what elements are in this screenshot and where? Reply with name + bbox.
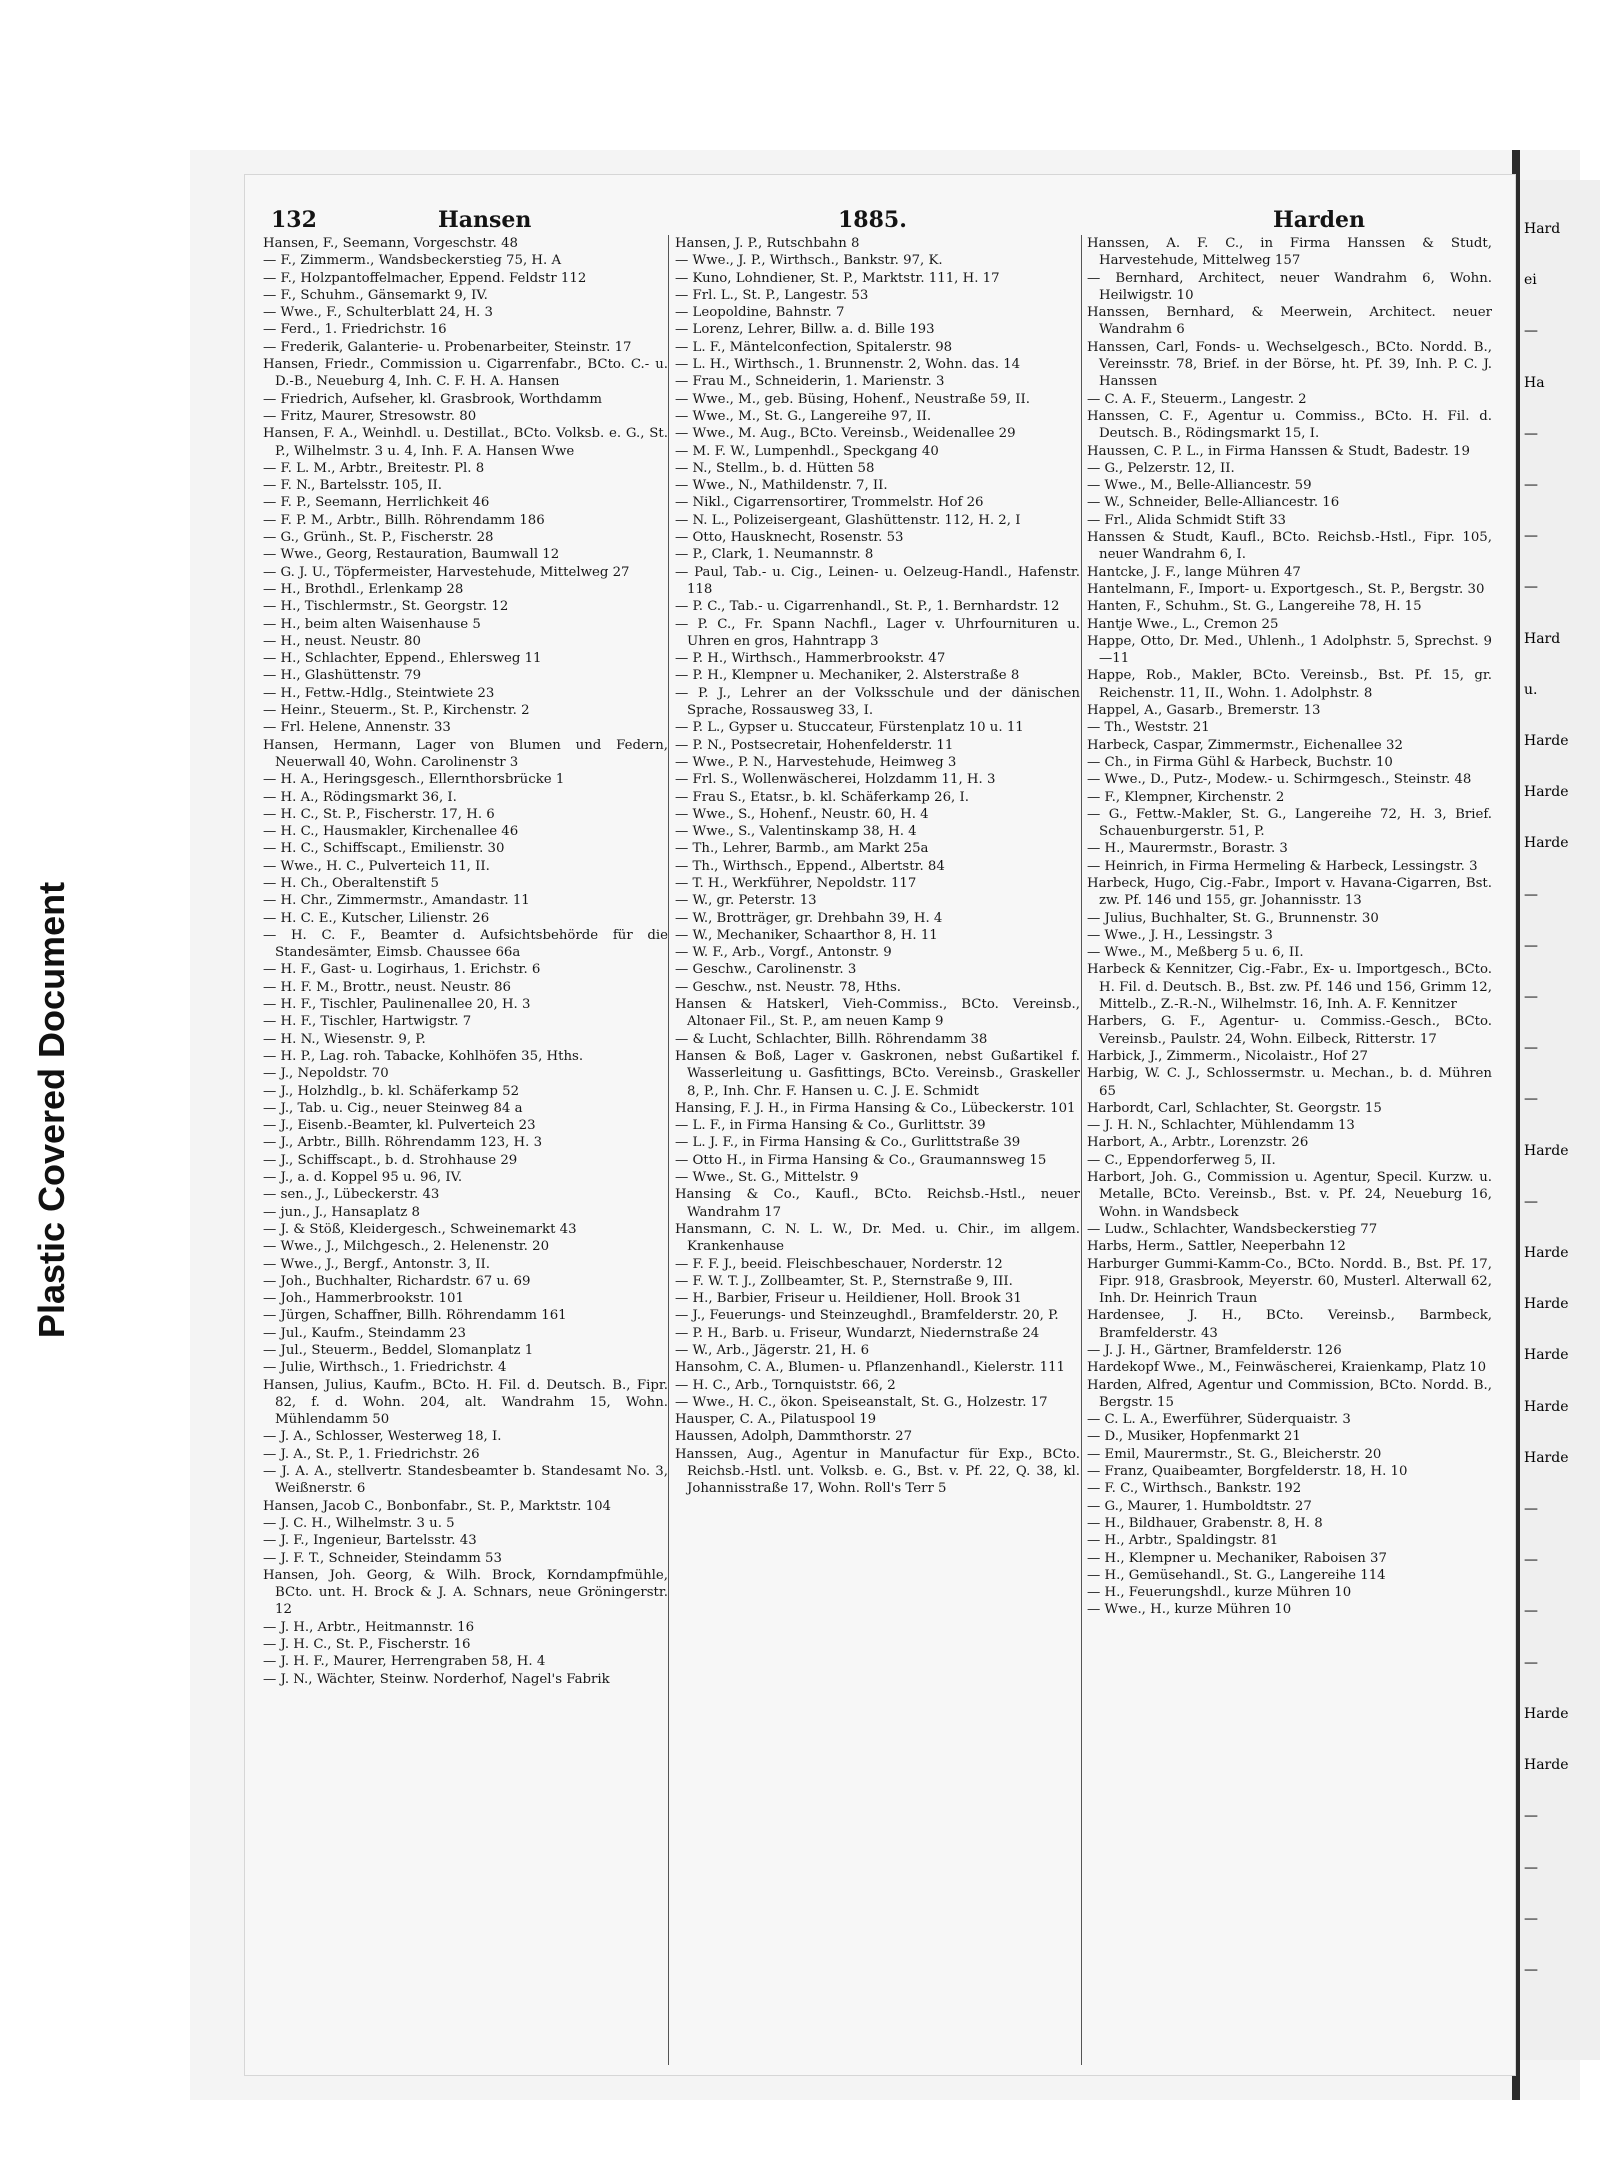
column-2 — [675, 235, 1080, 1498]
directory-entry: — P. C., Tab.- u. Cigarrenhandl., St. P., 1. Bernhardstr. 12 — [675, 599, 1060, 615]
directory-entry: — Jürgen, Schaffner, Billh. Röhrendamm 161 — [263, 1308, 567, 1324]
next-page-fragment: Hard — [1524, 630, 1561, 647]
directory-entry: Harbordt, Carl, Schlachter, St. Georgstr. 15 — [1087, 1100, 1382, 1116]
directory-entry: Hansen, Jacob C., Bonbonfabr., St. P., Marktstr. 104 — [263, 1498, 612, 1514]
directory-entry: — H. C., Schiffscapt., Emilienstr. 30 — [263, 841, 505, 857]
directory-entry: — P. J., Lehrer an der Volksschule und der dänischen Sprache, Rossausweg 33, I. — [675, 685, 1080, 719]
directory-entry: — Wwe., H. C., ökon. Speiseanstalt, St. G., Holzestr. 17 — [675, 1394, 1048, 1410]
next-page-fragment: — — [1524, 1501, 1538, 1518]
next-page-fragment: — — [1524, 1961, 1538, 1978]
directory-entry: — G., Fettw.-Makler, St. G., Langereihe 72, H. 3, Brief. Schauenburgerstr. 51, P. — [1087, 806, 1492, 840]
next-page-fragment: Harde — [1524, 733, 1569, 750]
directory-entry: — Th., Wirthsch., Eppend., Albertstr. 84 — [675, 858, 945, 874]
next-page-fragment: — — [1524, 1859, 1538, 1876]
directory-entry: Hansen, F., Seemann, Vorgeschstr. 48 — [263, 236, 518, 251]
directory-entry: — Julius, Buchhalter, St. G., Brunnenstr. 30 — [1087, 910, 1379, 926]
directory-entry: Hanten, F., Schuhm., St. G., Langereihe 78, H. 15 — [1087, 599, 1422, 615]
page-number: 132 — [271, 207, 317, 233]
directory-entry: — Nikl., Cigarrensortirer, Trommelstr. Hof 26 — [675, 495, 984, 511]
directory-entry: — N., Stellm., b. d. Hütten 58 — [675, 460, 875, 476]
directory-entry: — N. L., Polizeisergeant, Glashüttenstr. 112, H. 2, I — [675, 512, 1021, 528]
directory-entry: — P. H., Barb. u. Friseur, Wundarzt, Niedernstraße 24 — [675, 1325, 1040, 1341]
directory-entry: — H. Chr., Zimmermstr., Amandastr. 11 — [263, 893, 530, 909]
next-page-fragment: — — [1524, 989, 1538, 1006]
directory-entry: — F. N., Bartelsstr. 105, II. — [263, 478, 443, 494]
next-page-fragment: — — [1524, 579, 1538, 596]
directory-entry: Harbig, W. C. J., Schlossermstr. u. Mechan., b. d. Mühren 65 — [1087, 1066, 1492, 1099]
directory-entry: — G., Grünh., St. P., Fischerstr. 28 — [263, 530, 494, 546]
directory-entry: — H. N., Wiesenstr. 9, P. — [263, 1031, 426, 1047]
directory-entry: — J. C. H., Wilhelmstr. 3 u. 5 — [263, 1515, 455, 1531]
directory-entry: — H. F., Gast- u. Logirhaus, 1. Erichstr. 6 — [263, 962, 541, 978]
directory-entry: Haussen, Adolph, Dammthorstr. 27 — [675, 1429, 913, 1445]
next-page-fragment: — — [1524, 1040, 1538, 1057]
directory-entry: Hanssen, A. F. C., in Firma Hanssen & Studt, Harvestehude, Mittelweg 157 — [1087, 236, 1492, 269]
directory-entry: — Geschw., Carolinenstr. 3 — [675, 962, 857, 978]
directory-entry: — J., Eisenb.-Beamter, kl. Pulverteich 23 — [263, 1118, 536, 1134]
directory-entry: — Wwe., Georg, Restauration, Baumwall 12 — [263, 547, 560, 563]
directory-entry: — Otto, Hausknecht, Rosenstr. 53 — [675, 530, 904, 546]
directory-entry: — J. J. H., Gärtner, Bramfelderstr. 126 — [1087, 1343, 1342, 1358]
directory-entry: — D., Musiker, Hopfenmarkt 21 — [1087, 1429, 1301, 1445]
overlay-label: Plastic Covered Document — [31, 881, 73, 1339]
directory-entry: — Wwe., J. H., Lessingstr. 3 — [1087, 927, 1273, 943]
directory-entry: Hansing, F. J. H., in Firma Hansing & Co., Lübeckerstr. 101 — [675, 1100, 1076, 1116]
next-page-fragment: Harde — [1524, 1245, 1569, 1262]
directory-entry: — Jul., Steuerm., Beddel, Slomanplatz 1 — [263, 1343, 534, 1358]
directory-entry: — Wwe., St. G., Mittelstr. 9 — [675, 1170, 859, 1186]
directory-entry: Harden, Alfred, Agentur und Commission, BCto. Nordd. B., Bergstr. 15 — [1087, 1377, 1492, 1410]
directory-entry: Harbeck & Kennitzer, Cig.-Fabr., Ex- u. Importgesch., BCto. H. Fil. d. Deutsch. B., Bst. zw. Pf. 146 und 156, Grimm 12, Mittelb., Z.-R.-N., Wilhelmstr. 16, Inh. A. F. Kennitzer — [1087, 962, 1492, 1013]
directory-entry: — Ludw., Schlachter, Wandsbeckerstieg 77 — [1087, 1221, 1378, 1237]
directory-entry: Hanssen & Studt, Kaufl., BCto. Reichsb.-Hstl., Fipr. 105, neuer Wandrahm 6, I. — [1087, 530, 1492, 563]
directory-entry: — Frl., Alida Schmidt Stift 33 — [1087, 512, 1286, 528]
directory-entry: — F., Schuhm., Gänsemarkt 9, IV. — [263, 287, 488, 303]
directory-entry: — J. A. A., stellvertr. Standesbeamter b. Standesamt No. 3, Weißnerstr. 6 — [263, 1464, 668, 1497]
directory-entry: — F. P. M., Arbtr., Billh. Röhrendamm 186 — [263, 512, 545, 528]
directory-entry: — Wwe., M., geb. Büsing, Hohenf., Neustraße 59, II. — [675, 391, 1031, 407]
directory-entry: — P. H., Klempner u. Mechaniker, 2. Alsterstraße 8 — [675, 668, 1020, 684]
directory-entry: — J., Tab. u. Cig., neuer Steinweg 84 a — [263, 1100, 523, 1116]
directory-entry: — Jul., Kaufm., Steindamm 23 — [263, 1325, 466, 1341]
directory-entry: — H. C., Arb., Tornquiststr. 66, 2 — [675, 1377, 896, 1393]
directory-entry: — J. H., Arbtr., Heitmannstr. 16 — [263, 1619, 475, 1635]
directory-entry: — C., Eppendorferweg 5, II. — [1087, 1152, 1276, 1168]
directory-entry: — Heinrich, in Firma Hermeling & Harbeck, Lessingstr. 3 — [1087, 858, 1478, 874]
directory-entry: — J. H. N., Schlachter, Mühlendamm 13 — [1087, 1118, 1355, 1134]
next-page-fragment: — — [1524, 323, 1538, 340]
directory-entry: — G., Pelzerstr. 12, II. — [1087, 460, 1235, 476]
directory-entry: Harbort, Joh. G., Commission u. Agentur, Specil. Kurzw. u. Metalle, BCto. Vereinsb., Bst. v. Pf. 24, Neueburg 16, Wohn. in Wandsbeck — [1087, 1170, 1492, 1220]
directory-entry: — P. H., Wirthsch., Hammerbrookstr. 47 — [675, 651, 946, 667]
directory-entry: — H., beim alten Waisenhause 5 — [263, 616, 481, 632]
next-page-fragment: Harde — [1524, 784, 1569, 801]
next-page-fragment: — — [1524, 1193, 1538, 1210]
directory-entry: — H., Barbier, Friseur u. Heildiener, Holl. Brook 31 — [675, 1291, 1022, 1307]
directory-entry: Harburger Gummi-Kamm-Co., BCto. Nordd. B., Bst. Pf. 17, Fipr. 918, Grasbrook, Meyerstr. 60, Musterl. Alterwall 62, Inh. Dr. Heinrich Traun — [1087, 1256, 1492, 1307]
next-page-fragment: — — [1524, 886, 1538, 903]
next-page-fragment: — — [1524, 1091, 1538, 1108]
directory-entry: — F., Zimmerm., Wandsbeckerstieg 75, H. A — [263, 253, 562, 269]
next-page-fragment: u. — [1524, 681, 1538, 698]
column-3 — [1087, 235, 1492, 1619]
directory-entry: — P., Clark, 1. Neumannstr. 8 — [675, 547, 874, 563]
directory-entry: Happe, Rob., Makler, BCto. Vereinsb., Bst. Pf. 15, gr. Reichenstr. 11, II., Wohn. 1. Adolphstr. 8 — [1087, 668, 1492, 701]
directory-entry: Hansohm, C. A., Blumen- u. Pflanzenhandl., Kielerstr. 111 — [675, 1360, 1066, 1376]
directory-entry: — Fritz, Maurer, Stresowstr. 80 — [263, 408, 477, 424]
directory-entry: — J. H. F., Maurer, Herrengraben 58, H. 4 — [263, 1654, 546, 1670]
directory-entry: — Wwe., M., St. G., Langereihe 97, II. — [675, 408, 932, 424]
directory-entry: — C. A. F., Steuerm., Langestr. 2 — [1087, 391, 1307, 407]
next-page-fragment: Harde — [1524, 1398, 1569, 1415]
directory-entry: — L. F., Mäntelconfection, Spitalerstr. 98 — [675, 339, 953, 355]
directory-entry: — J., Feuerungs- und Steinzeughdl., Bramfelderstr. 20, P. — [675, 1308, 1059, 1324]
directory-entry: Hanssen, Aug., Agentur in Manufactur für Exp., BCto. Reichsb.-Hstl. unt. Volksb. e. G., Bst. v. Pf. 22, Q. 38, kl. Johannisstraße 17, Wohn. Roll's Terr 5 — [675, 1446, 1080, 1497]
next-page-fragment: Harde — [1524, 1296, 1569, 1313]
directory-entry: — H. C. F., Beamter d. Aufsichtsbehörde für die Standesämter, Eimsb. Chaussee 66a — [263, 927, 668, 961]
directory-entry: Harbeck, Hugo, Cig.-Fabr., Import v. Havana-Cigarren, Bst. zw. Pf. 146 und 155, gr. Johannisstr. 13 — [1087, 875, 1492, 909]
column-divider — [668, 235, 669, 2065]
directory-entry: — F. W. T. J., Zollbeamter, St. P., Sternstraße 9, III. — [675, 1273, 1013, 1289]
directory-entry: Hansen, F. A., Weinhdl. u. Destillat., BCto. Volksb. e. G., St. P., Wilhelmstr. 3 u. 4, Inh. F. A. Hansen Wwe — [263, 426, 668, 459]
directory-entry: Harbort, A., Arbtr., Lorenzstr. 26 — [1087, 1135, 1309, 1151]
directory-entry: — H., Brothdl., Erlenkamp 28 — [263, 581, 464, 597]
directory-entry: — F. F. J., beeid. Fleischbeschauer, Norderstr. 12 — [675, 1256, 1003, 1272]
directory-entry: — Th., Weststr. 21 — [1087, 720, 1210, 736]
directory-entry: Hansen, Joh. Georg, & Wilh. Brock, Korndampfmühle, BCto. unt. H. Brock & J. A. Schnars, neue Gröningerstr. 12 — [263, 1567, 668, 1618]
directory-entry: — Geschw., nst. Neustr. 78, Hths. — [675, 979, 902, 995]
right-catchword: Harden — [1273, 207, 1366, 233]
directory-entry: Hardekopf Wwe., M., Feinwäscherei, Kraienkamp, Platz 10 — [1087, 1360, 1487, 1376]
directory-entry: — Wwe., M. Aug., BCto. Vereinsb., Weidenallee 29 — [675, 426, 1016, 442]
directory-entry: — Wwe., P. N., Harvestehude, Heimweg 3 — [675, 754, 957, 770]
column-divider — [1081, 235, 1082, 2065]
directory-entry: — F. P., Seemann, Herrlichkeit 46 — [263, 495, 490, 511]
next-page-fragment: — — [1524, 528, 1538, 545]
directory-entry: — H., Klempner u. Mechaniker, Raboisen 37 — [1087, 1550, 1387, 1566]
directory-entry: — Joh., Buchhalter, Richardstr. 67 u. 69 — [263, 1273, 531, 1289]
directory-entry: — H. A., Rödingsmarkt 36, I. — [263, 789, 457, 805]
directory-entry: — H., Fettw.-Hdlg., Steintwiete 23 — [263, 685, 495, 701]
directory-entry: Hansing & Co., Kaufl., BCto. Reichsb.-Hstl., neuer Wandrahm 17 — [675, 1187, 1080, 1220]
directory-entry: Hansen, Friedr., Commission u. Cigarrenfabr., BCto. C.- u. D.-B., Neueburg 4, Inh. C. F. H. A. Hansen — [263, 357, 668, 390]
directory-entry: — Th., Lehrer, Barmb., am Markt 25a — [675, 841, 929, 857]
directory-entry: — Otto H., in Firma Hansing & Co., Graumannsweg 15 — [675, 1152, 1047, 1168]
directory-entry: Happel, A., Gasarb., Bremerstr. 13 — [1087, 703, 1321, 719]
next-page-edge — [1520, 180, 1600, 2060]
directory-entry: — Joh., Hammerbrookstr. 101 — [263, 1291, 464, 1307]
directory-entry: Harbick, J., Zimmerm., Nicolaistr., Hof 27 — [1087, 1048, 1368, 1064]
next-page-fragment: — — [1524, 937, 1538, 954]
directory-entry: — H. C. E., Kutscher, Lilienstr. 26 — [263, 910, 490, 926]
directory-entry: — G., Maurer, 1. Humboldtstr. 27 — [1087, 1498, 1312, 1514]
left-catchword: Hansen — [438, 207, 532, 233]
directory-entry: — H., Bildhauer, Grabenstr. 8, H. 8 — [1087, 1515, 1323, 1531]
directory-entry: — J. & Stöß, Kleidergesch., Schweinemarkt 43 — [263, 1221, 577, 1237]
directory-entry: — W., Schneider, Belle-Alliancestr. 16 — [1087, 495, 1340, 511]
directory-entry: — Frau M., Schneiderin, 1. Marienstr. 3 — [675, 374, 945, 390]
directory-entry: — Frau S., Etatsr., b. kl. Schäferkamp 26, I. — [675, 789, 969, 805]
next-page-fragment: — — [1524, 425, 1538, 442]
directory-entry: — W., gr. Peterstr. 13 — [675, 893, 817, 909]
directory-entry: — Wwe., S., Valentinskamp 38, H. 4 — [675, 824, 917, 840]
next-page-fragment: — — [1524, 1910, 1538, 1927]
directory-entry: — Leopoldine, Bahnstr. 7 — [675, 305, 845, 321]
directory-entry: — J., Nepoldstr. 70 — [263, 1066, 389, 1082]
directory-entry: — H. F. M., Brottr., neust. Neustr. 86 — [263, 979, 511, 995]
directory-entry: — J., a. d. Koppel 95 u. 96, IV. — [263, 1170, 463, 1186]
directory-entry: — Wwe., S., Hohenf., Neustr. 60, H. 4 — [675, 806, 929, 822]
directory-entry: — Wwe., N., Mathildenstr. 7, II. — [675, 478, 888, 494]
next-page-fragment: Ha — [1524, 374, 1545, 391]
next-page-fragment: — — [1524, 1552, 1538, 1569]
directory-entry: — W., Arb., Jägerstr. 21, H. 6 — [675, 1343, 870, 1358]
directory-entry: — J., Schiffscapt., b. d. Strohhause 29 — [263, 1152, 518, 1168]
directory-entry: Hardensee, J. H., BCto. Vereinsb., Barmbeck, Bramfelderstr. 43 — [1087, 1308, 1492, 1341]
directory-entry: — Heinr., Steuerm., St. P., Kirchenstr. 2 — [263, 703, 530, 719]
directory-entry: — Wwe., H. C., Pulverteich 11, II. — [263, 858, 490, 874]
directory-entry: Haussen, C. P. L., in Firma Hanssen & Studt, Badestr. 19 — [1087, 443, 1470, 459]
directory-entry: — W. F., Arb., Vorgf., Antonstr. 9 — [675, 945, 892, 961]
directory-entry: — J. A., St. P., 1. Friedrichstr. 26 — [263, 1446, 480, 1462]
directory-entry: Harbs, Herm., Sattler, Neeperbahn 12 — [1087, 1239, 1346, 1255]
directory-entry: — Frl. L., St. P., Langestr. 53 — [675, 287, 869, 303]
directory-entry: — H., Feuerungshdl., kurze Mühren 10 — [1087, 1585, 1352, 1601]
directory-entry: — L. H., Wirthsch., 1. Brunnenstr. 2, Wohn. das. 14 — [675, 357, 1021, 373]
directory-entry: — F., Klempner, Kirchenstr. 2 — [1087, 789, 1285, 805]
directory-entry: — Ch., in Firma Gühl & Harbeck, Buchstr. 10 — [1087, 754, 1393, 770]
directory-entry: — Kuno, Lohndiener, St. P., Marktstr. 111, H. 17 — [675, 270, 1000, 286]
next-page-fragment: — — [1524, 1603, 1538, 1620]
directory-entry: — W., Brotträger, gr. Drehbahn 39, H. 4 — [675, 910, 943, 926]
directory-entry: — T. H., Werkführer, Nepoldstr. 117 — [675, 875, 917, 891]
directory-entry: — Julie, Wirthsch., 1. Friedrichstr. 4 — [263, 1360, 507, 1376]
directory-entry: — P. N., Postsecretair, Hohenfelderstr. 11 — [675, 737, 954, 753]
directory-entry: — Lorenz, Lehrer, Billw. a. d. Bille 193 — [675, 322, 935, 338]
directory-entry: — Wwe., M., Belle-Alliancestr. 59 — [1087, 478, 1312, 494]
overlay-label-container — [12, 560, 92, 1660]
column-1 — [263, 235, 668, 1688]
next-page-fragment: — — [1524, 477, 1538, 494]
directory-entry: Hausper, C. A., Pilatuspool 19 — [675, 1412, 877, 1428]
directory-entry: Hansen, Hermann, Lager von Blumen und Federn, Neuerwall 40, Wohn. Carolinenstr 3 — [263, 737, 668, 770]
next-page-fragment: Harde — [1524, 1449, 1569, 1466]
directory-entry: — H. Ch., Oberaltenstift 5 — [263, 875, 439, 891]
next-page-fragment: — — [1524, 1654, 1538, 1671]
directory-entry: — G. J. U., Töpfermeister, Harvestehude, Mittelweg 27 — [263, 564, 630, 580]
directory-entry: — J. F. T., Schneider, Steindamm 53 — [263, 1550, 502, 1566]
directory-entry: Hansen & Boß, Lager v. Gaskronen, nebst Gußartikel f. Wasserleitung u. Gasfittings, BCto. Vereinsb., Graskeller 8, P., Inh. Chr. F. Hansen u. C. J. E. Schmidt — [675, 1048, 1080, 1099]
directory-entry: Hantcke, J. F., lange Mühren 47 — [1087, 564, 1301, 580]
directory-entry: — P. C., Fr. Spann Nachfl., Lager v. Uhrfournituren u. Uhren en gros, Hahntrapp 3 — [675, 616, 1080, 649]
directory-entry: Hantje Wwe., L., Cremon 25 — [1087, 616, 1279, 632]
directory-entry: Hansen, J. P., Rutschbahn 8 — [675, 236, 860, 251]
page-header — [263, 205, 1497, 235]
directory-entry: — jun., J., Hansaplatz 8 — [263, 1204, 420, 1220]
directory-entry: — L. F., in Firma Hansing & Co., Gurlittstr. 39 — [675, 1118, 986, 1134]
directory-entry: — Bernhard, Architect, neuer Wandrahm 6, Wohn. Heilwigstr. 10 — [1087, 270, 1492, 303]
directory-entry: — H., Gemüsehandl., St. G., Langereihe 114 — [1087, 1567, 1386, 1583]
directory-entry: Hantelmann, F., Import- u. Exportgesch., St. P., Bergstr. 30 — [1087, 581, 1485, 597]
next-page-fragment: Harde — [1524, 1705, 1569, 1722]
directory-page — [245, 175, 1515, 2075]
directory-entry: — Franz, Quaibeamter, Borgfelderstr. 18, H. 10 — [1087, 1464, 1408, 1480]
directory-entry: — H. C., Hausmakler, Kirchenallee 46 — [263, 824, 519, 840]
directory-entry: — H., neust. Neustr. 80 — [263, 633, 421, 649]
directory-entry: — H. F., Tischler, Hartwigstr. 7 — [263, 1014, 472, 1030]
directory-entry: — W., Mechaniker, Schaarthor 8, H. 11 — [675, 927, 938, 943]
next-page-fragment: Hard — [1524, 221, 1561, 237]
next-page-fragment: — — [1524, 1808, 1538, 1825]
directory-entry: — Wwe., J., Milchgesch., 2. Helenenstr. 20 — [263, 1239, 550, 1255]
directory-entry: — F. C., Wirthsch., Bankstr. 192 — [1087, 1481, 1302, 1497]
directory-entry: — Frl. S., Wollenwäscherei, Holzdamm 11, H. 3 — [675, 772, 996, 788]
directory-entry: — H. P., Lag. roh. Tabacke, Kohlhöfen 35, Hths. — [263, 1048, 584, 1064]
directory-entry: — Wwe., J., Bergf., Antonstr. 3, II. — [263, 1256, 490, 1272]
directory-entry: — J., Holzhdlg., b. kl. Schäferkamp 52 — [263, 1083, 520, 1099]
directory-entry: — Wwe., F., Schulterblatt 24, H. 3 — [263, 305, 493, 321]
next-page-fragment: Harde — [1524, 1142, 1569, 1159]
directory-entry: — Emil, Maurermstr., St. G., Bleicherstr. 20 — [1087, 1446, 1382, 1462]
directory-entry: — P. L., Gypser u. Stuccateur, Fürstenplatz 10 u. 11 — [675, 720, 1024, 736]
directory-entry: — J., Arbtr., Billh. Röhrendamm 123, H. 3 — [263, 1135, 543, 1151]
directory-entry: — H. C., St. P., Fischerstr. 17, H. 6 — [263, 806, 495, 822]
directory-entry: Harbers, G. F., Agentur- u. Commiss.-Gesch., BCto. Vereinsb., Paulstr. 24, Wohn. Eilbeck, Ritterstr. 17 — [1087, 1014, 1492, 1047]
directory-entry: — Paul, Tab.- u. Cig., Leinen- u. Oelzeug-Handl., Hafenstr. 118 — [675, 564, 1080, 597]
directory-entry: Hanssen, Bernhard, & Meerwein, Architect. neuer Wandrahm 6 — [1087, 305, 1492, 338]
next-page-fragment: ei — [1524, 272, 1537, 289]
next-page-fragment: Harde — [1524, 1757, 1569, 1774]
directory-entry: — Wwe., J. P., Wirthsch., Bankstr. 97, K. — [675, 253, 943, 269]
directory-entry: — H. A., Heringsgesch., Ellernthorsbrücke 1 — [263, 772, 565, 788]
directory-entry: — Frl. Helene, Annenstr. 33 — [263, 720, 451, 736]
directory-entry: — Friedrich, Aufseher, kl. Grasbrook, Worthdamm — [263, 391, 602, 407]
directory-entry: — J. H. C., St. P., Fischerstr. 16 — [263, 1637, 471, 1653]
directory-entry: — sen., J., Lübeckerstr. 43 — [263, 1187, 440, 1203]
directory-entry: — Wwe., M., Meßberg 5 u. 6, II. — [1087, 945, 1304, 961]
directory-entry: Hanssen, Carl, Fonds- u. Wechselgesch., BCto. Nordd. B., Vereinsstr. 78, Brief. in der Börse, ht. Pf. 39, Inh. P. C. J. Hanssen — [1087, 339, 1492, 390]
directory-entry: Harbeck, Caspar, Zimmermstr., Eichenallee 32 — [1087, 737, 1403, 753]
directory-entry: — L. J. F., in Firma Hansing & Co., Gurlittstraße 39 — [675, 1135, 1021, 1151]
directory-entry: — H., Schlachter, Eppend., Ehlersweg 11 — [263, 651, 542, 667]
directory-entry: — Wwe., D., Putz-, Modew.- u. Schirmgesch., Steinstr. 48 — [1087, 772, 1472, 788]
directory-entry: Happe, Otto, Dr. Med., Uhlenh., 1 Adolphstr. 5, Sprechst. 9—11 — [1087, 633, 1492, 667]
directory-entry: — F., Holzpantoffelmacher, Eppend. Feldstr 112 — [263, 270, 587, 286]
directory-entry: — M. F. W., Lumpenhdl., Speckgang 40 — [675, 443, 939, 459]
directory-entry: — H., Maurermstr., Borastr. 3 — [1087, 841, 1288, 857]
year-heading: 1885. — [838, 207, 907, 233]
directory-entry: — H., Glashüttenstr. 79 — [263, 668, 422, 684]
directory-entry: Hanssen, C. F., Agentur u. Commiss., BCto. H. Fil. d. Deutsch. B., Rödingsmarkt 15, I. — [1087, 408, 1492, 442]
directory-entry: Hansen, Julius, Kaufm., BCto. H. Fil. d. Deutsch. B., Fipr. 82, f. d. Wohn. 204, alt. Wandrahm 15, Wohn. Mühlendamm 50 — [263, 1377, 668, 1428]
directory-entry: — Frederik, Galanterie- u. Probenarbeiter, Steinstr. 17 — [263, 339, 632, 355]
directory-entry: — H., Tischlermstr., St. Georgstr. 12 — [263, 599, 509, 615]
directory-entry: — H., Arbtr., Spaldingstr. 81 — [1087, 1533, 1279, 1549]
directory-entry: — C. L. A., Ewerführer, Süderquaistr. 3 — [1087, 1412, 1351, 1428]
directory-entry: — J. A., Schlosser, Westerweg 18, I. — [263, 1429, 502, 1445]
directory-entry: — F. L. M., Arbtr., Breitestr. Pl. 8 — [263, 460, 485, 476]
directory-entry: — H. F., Tischler, Paulinenallee 20, H. 3 — [263, 997, 531, 1013]
directory-entry: Hansmann, C. N. L. W., Dr. Med. u. Chir., im allgem. Krankenhause — [675, 1221, 1080, 1255]
directory-entry: — J. N., Wächter, Steinw. Norderhof, Nagel's Fabrik — [263, 1671, 610, 1687]
next-page-fragment: Harde — [1524, 1347, 1569, 1364]
directory-entry: — Ferd., 1. Friedrichstr. 16 — [263, 322, 447, 338]
directory-entry: — Wwe., H., kurze Mühren 10 — [1087, 1602, 1292, 1618]
directory-entry: — J. F., Ingenieur, Bartelsstr. 43 — [263, 1533, 477, 1549]
directory-entry: — & Lucht, Schlachter, Billh. Röhrendamm 38 — [675, 1031, 988, 1047]
next-page-fragment: Harde — [1524, 835, 1569, 852]
directory-entry: Hansen & Hatskerl, Vieh-Commiss., BCto. Vereinsb., Altonaer Fil., St. P., am neuen Kamp 9 — [675, 997, 1080, 1030]
